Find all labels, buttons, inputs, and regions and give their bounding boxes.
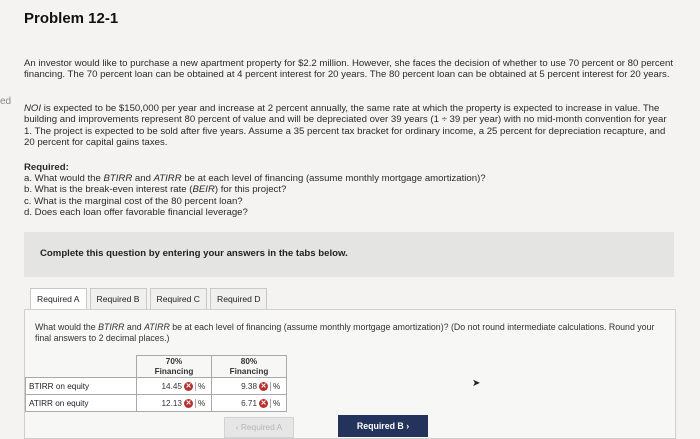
pointer-cursor-icon: ➤	[472, 378, 481, 389]
noi-term: NOI	[24, 103, 42, 114]
answer-table	[25, 355, 287, 412]
unit-label: %	[270, 399, 283, 408]
row-label: ATIRR on equity	[26, 395, 137, 412]
answer-input[interactable]	[212, 378, 287, 395]
column-header-80: 80% Financing	[212, 356, 287, 378]
required-b: b. What is the break-even interest rate (BEIR) for this project?	[24, 184, 287, 196]
table-row	[26, 395, 287, 412]
problem-intro: An investor would like to purchase a new apartment property for $2.2 million. However, she faces the decision of whether to use 70 percent or 80 percent financing. The 70 percent loan can be obtained at 4 percent interest for 20 years. The 80 percent loan can be obtained at 5 percent interest for 20 years.	[24, 58, 674, 81]
problem-details-text: is expected to be $150,000 per year and increase at 2 percent annually, the same rate at which the property is expected to increase in value. The building and improvements represent 80 percent of value and will be depreciated over 39 years (1 ÷ 39 per year) with no mid-month convention for year 1. The project is expected to be sold after five years. Assume a 35 percent tax bracket for ordinary income, a 25 percent for depreciation recapture, and 20 percent for capital gains taxes.	[24, 103, 667, 149]
required-c: c. What is the marginal cost of the 80 percent loan?	[24, 195, 243, 207]
answer-value[interactable]: 6.71	[241, 398, 257, 408]
unit-label: %	[270, 382, 283, 391]
tab-required-b[interactable]: Required B	[90, 288, 147, 309]
tab-required-d[interactable]: Required D	[210, 288, 267, 309]
cropped-side-text: ed	[0, 96, 12, 107]
x-circle-icon: ✕	[260, 382, 267, 390]
answer-value[interactable]: 12.13	[161, 398, 182, 408]
answer-input[interactable]	[137, 395, 212, 412]
unit-label: %	[195, 382, 208, 391]
question-text: What would the BTIRR and ATIRR be at each level of financing (assume monthly mortgage amortization)? (Do not round intermediate calculations. Round your final answers to 2 decimal places.)	[35, 322, 655, 343]
required-heading: Required:	[24, 162, 69, 173]
row-label: BTIRR on equity	[26, 378, 137, 395]
required-d: d. Does each loan offer favorable financial leverage?	[24, 206, 248, 218]
answer-value[interactable]: 14.45	[161, 381, 182, 391]
unit-label: %	[195, 399, 208, 408]
instruction-text: Complete this question by entering your answers in the tabs below.	[40, 248, 348, 259]
x-circle-icon: ✕	[185, 382, 192, 390]
column-header-70: 70% Financing	[137, 356, 212, 378]
tab-required-a[interactable]: Required A	[30, 288, 87, 309]
problem-title: Problem 12-1	[24, 10, 119, 27]
problem-details	[24, 103, 674, 149]
required-a: a. What would the BTIRR and ATIRR be at each level of financing (assume monthly mortgage amortization)?	[24, 173, 486, 185]
previous-tab-button[interactable]: ‹ Required A	[224, 417, 294, 438]
required-list	[24, 162, 486, 218]
table-row	[26, 378, 287, 395]
instruction-banner	[24, 232, 674, 277]
x-circle-icon: ✕	[260, 399, 267, 407]
x-circle-icon: ✕	[185, 399, 192, 407]
tab-required-c[interactable]: Required C	[150, 288, 207, 309]
tab-bar	[30, 288, 270, 309]
next-tab-button[interactable]: Required B ›	[338, 415, 428, 437]
answer-input[interactable]	[137, 378, 212, 395]
answer-input[interactable]	[212, 395, 287, 412]
answer-value[interactable]: 9.38	[241, 381, 257, 391]
